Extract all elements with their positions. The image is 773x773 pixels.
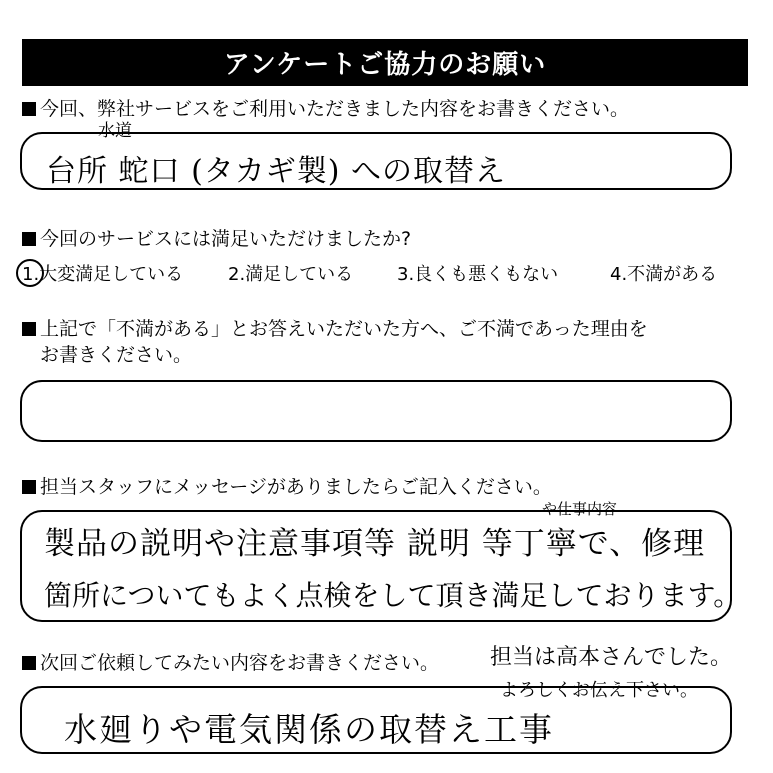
option-2[interactable]: 2.満足している: [228, 264, 354, 285]
answer-1-annotation: 水道: [98, 121, 132, 141]
answer-4-annotation: や仕事内容: [542, 500, 618, 518]
answer-4-line-1: 製品の説明や注意事項等 説明 等丁寧で、修理: [44, 526, 706, 562]
question-1-text: 今回、弊社サービスをご利用いただきました内容をお書きください。: [40, 98, 630, 120]
option-4[interactable]: 4.不満がある: [610, 264, 718, 285]
question-4: [22, 474, 552, 500]
square-bullet-icon: [22, 322, 36, 336]
survey-title-bar: [22, 39, 748, 86]
question-4-text: 担当スタッフにメッセージがありましたらご記入ください。: [40, 476, 552, 498]
answer-1-handwriting: 台所 蛇口 (タカギ製) への取替え: [46, 154, 507, 189]
question-5: [22, 650, 439, 676]
question-3-line-2: お書きください。: [40, 344, 193, 366]
square-bullet-icon: [22, 480, 36, 494]
question-3-line-1: 上記で「不満がある」とお答えいただいた方へ、ご不満であった理由を: [40, 318, 648, 340]
option-1[interactable]: 1.大変満足している: [22, 264, 184, 285]
question-2-text: 今回のサービスには満足いただけましたか?: [40, 228, 412, 250]
question-5-text: 次回ご依頼してみたい内容をお書きください。: [40, 652, 440, 674]
survey-title: アンケートご協力のお願い: [223, 50, 547, 80]
square-bullet-icon: [22, 232, 36, 246]
staff-note-line-2: よろしくお伝え下さい。: [500, 680, 698, 701]
answer-5-handwriting: 水廻りや電気関係の取替え工事: [64, 710, 554, 749]
square-bullet-icon: [22, 656, 36, 670]
question-2: [22, 226, 411, 252]
option-3[interactable]: 3.良くも悪くもない: [397, 264, 559, 285]
question-3: [22, 316, 648, 342]
staff-note-line-1: 担当は高本さんでした。: [490, 645, 733, 670]
answer-4-line-2: 箇所についてもよく点検をして頂き満足しております。: [44, 579, 742, 612]
square-bullet-icon: [22, 102, 36, 116]
answer-box-3[interactable]: [20, 380, 732, 442]
